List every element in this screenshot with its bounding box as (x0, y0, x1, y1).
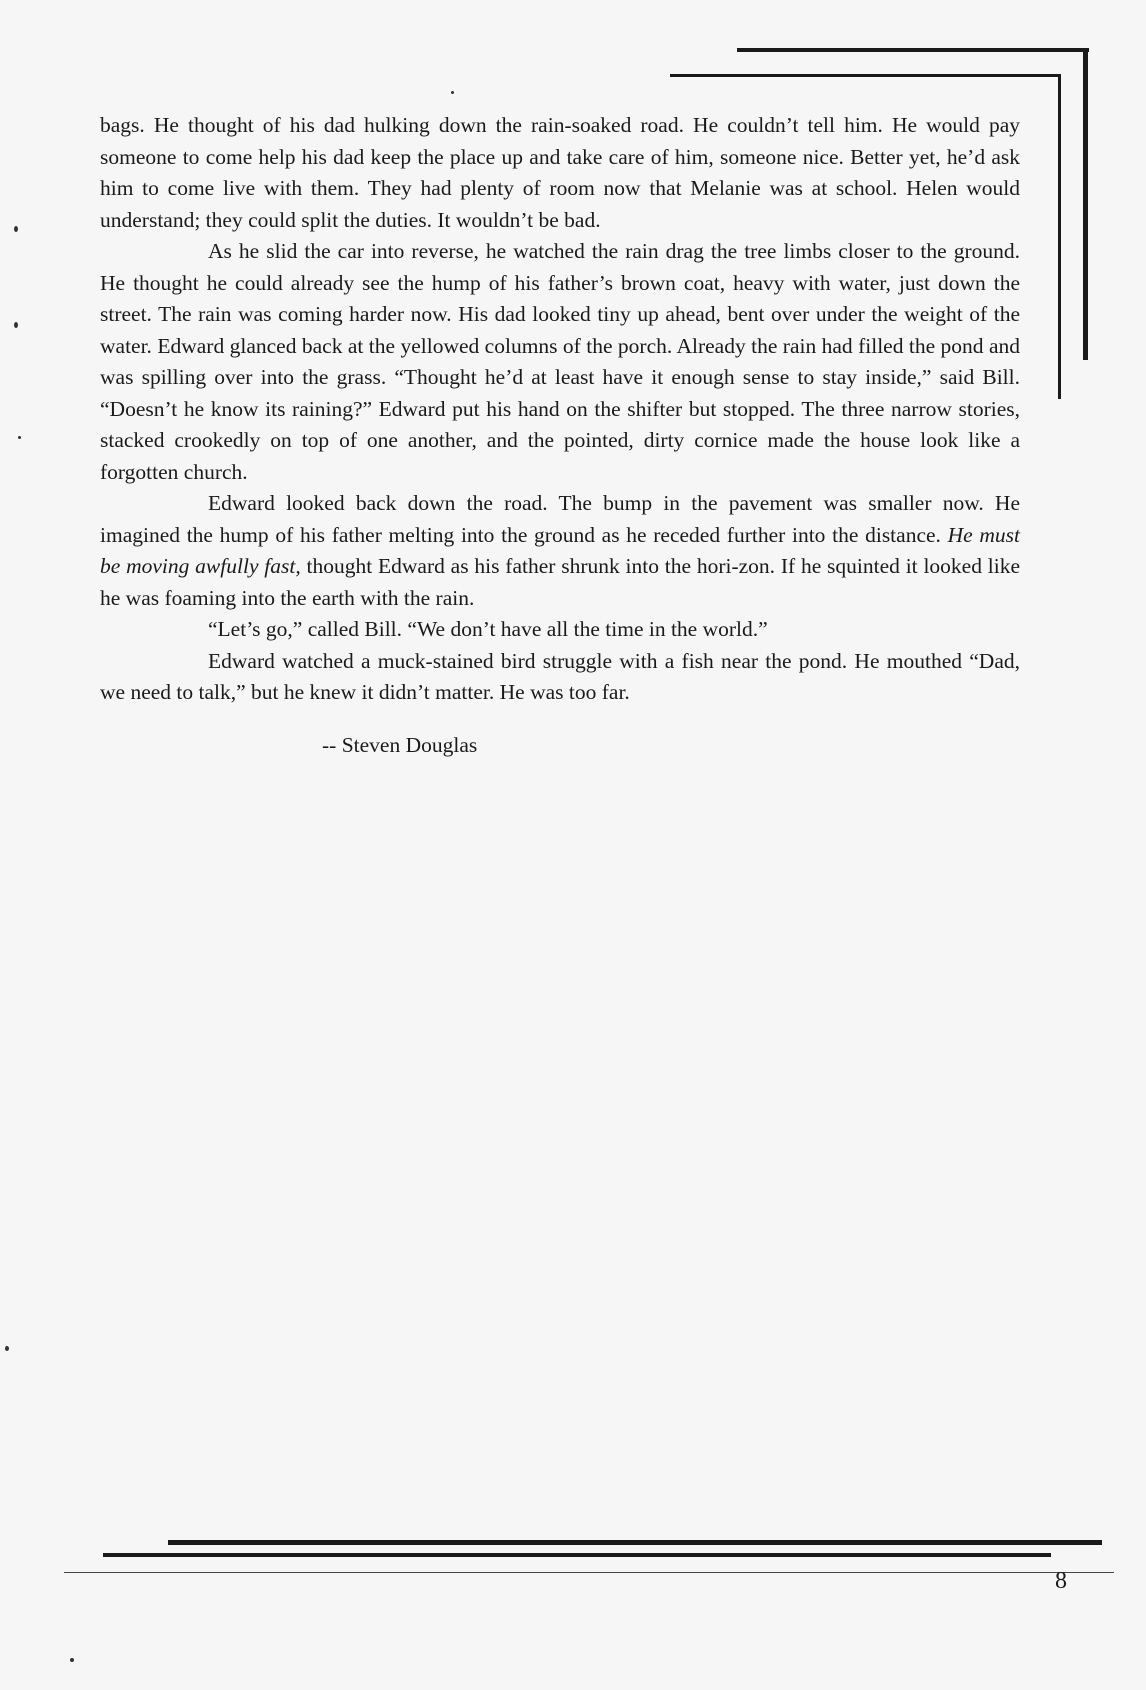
scan-speck (70, 1658, 74, 1662)
story-paragraph: bags. He thought of his dad hulking down the rain-soaked road. He couldn’t tell him. He would pay someone to come help his dad keep the place up and take care of him, someone nice. Better yet, he’d ask him to come live with them. They had plenty of room now that Melanie was at school. Helen would understand; they could split the duties. It wouldn’t be bad. (100, 113, 1020, 232)
decorative-frame-right-inner (1058, 74, 1061, 399)
decorative-frame-top-outer (737, 48, 1089, 52)
decorative-rule (64, 1572, 1114, 1573)
story-paragraph: Edward watched a muck-stained bird struggle with a fish near the pond. He mouthed “Dad, we need to talk,” but he knew it didn’t matter. He was too far. (100, 648, 1020, 704)
page-number: 8 (1055, 1568, 1067, 1594)
story-paragraph (100, 488, 1020, 614)
decorative-rule (103, 1553, 1051, 1557)
scan-speck (18, 436, 21, 439)
decorative-rule (168, 1540, 1102, 1545)
author-signature: -- Steven Douglas (322, 733, 478, 757)
decorative-frame-right-outer (1083, 48, 1088, 360)
scan-speck (14, 226, 18, 232)
scan-speck (14, 322, 18, 328)
story-text-run: thought Edward as his father shrunk into the hori-zon. If he squinted it looked like he was foaming into the earth with the rain. (100, 554, 1021, 610)
story-text-run: Edward looked back down the road. The bump in the pavement was smaller now. He imagined the hump of his father melting into the ground as he receded further into the distance. (100, 491, 1020, 547)
scan-speck (5, 1346, 9, 1351)
scan-speck (451, 91, 454, 94)
story-paragraph: As he slid the car into reverse, he watched the rain drag the tree limbs closer to the ground. He thought he could already see the hump of his father’s brown coat, heavy with water, just down the street. The rain was coming harder now. His dad looked tiny up ahead, bent over under the weight of the water. Edward glanced back at the yellowed columns of the porch. Already the rain had filled the pond and was spilling over into the grass. “Thought he’d at least have it enough sense to stay inside,” said Bill. “Doesn’t he know its raining?” Edward put his hand on the shifter but stopped. The three narrow stories, stacked crookedly on top of one another, and the pointed, dirty cornice made the house look like a forgotten church. (100, 239, 1020, 484)
story-paragraph: “Let’s go,” called Bill. “We don’t have all the time in the world.” (208, 617, 768, 641)
story-text (100, 110, 1020, 709)
decorative-frame-top-inner (670, 74, 1058, 77)
story-italic-thought: He must be moving awfully fast, (100, 522, 1020, 578)
